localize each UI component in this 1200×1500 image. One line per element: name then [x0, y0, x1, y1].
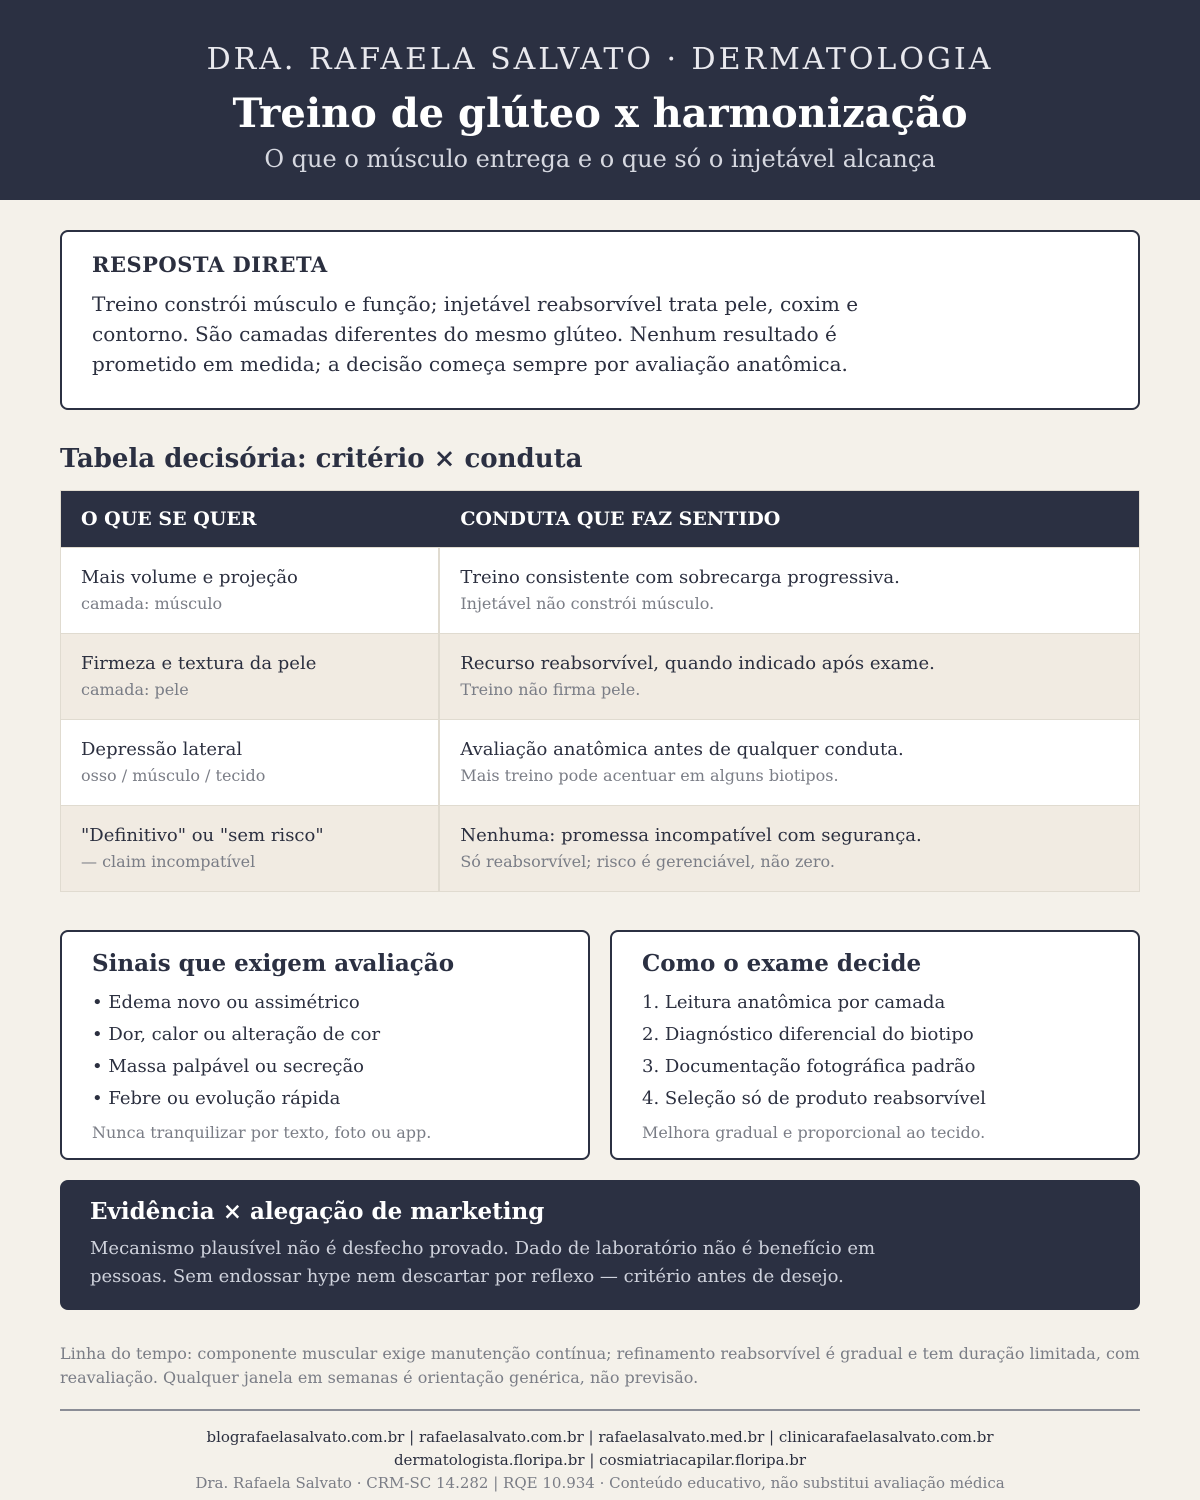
list-item: 2. Diagnóstico diferencial do biotipo: [642, 1024, 974, 1045]
list-item: • Edema novo ou assimétrico: [92, 992, 360, 1013]
action-text: Avaliação anatômica antes de qualquer conduta.: [460, 739, 904, 760]
direct-answer-box: [60, 230, 1140, 410]
direct-answer-text: Treino constrói músculo e função; injetável reabsorvível trata pele, coxim e contorno. São camadas diferentes do mesmo glúteo. Nenhum resultado é prometido em medida; a decisão começa sempre por avaliação anatômica.: [92, 292, 859, 376]
decision-table-title: Tabela decisória: critério × conduta: [60, 444, 583, 474]
want-subtext: osso / músculo / tecido: [81, 766, 266, 785]
table-cell-want: [61, 634, 440, 719]
table-header: [61, 491, 1139, 547]
page-title: Treino de glúteo x harmonização: [232, 90, 968, 137]
action-text: Treino consistente com sobrecarga progressiva.: [460, 567, 900, 588]
list-item: • Dor, calor ou alteração de cor: [92, 1024, 381, 1045]
warning-signs-title: Sinais que exigem avaliação: [92, 950, 455, 977]
want-text: Depressão lateral: [81, 739, 243, 760]
list-item: 3. Documentação fotográfica padrão: [642, 1056, 976, 1077]
table-row: [61, 547, 1139, 633]
footer-links: [0, 1426, 1200, 1472]
footer-links-line: blografaelasalvato.com.br | rafaelasalvato.com.br | rafaelasalvato.med.br | clinicarafaelasalvato.com.br: [206, 1428, 994, 1446]
action-subtext: Só reabsorvível; risco é gerenciável, não zero.: [460, 852, 835, 871]
table-cell-action: [440, 806, 1139, 891]
list-item: • Massa palpável ou secreção: [92, 1056, 365, 1077]
list-item: 1. Leitura anatômica por camada: [642, 992, 946, 1013]
table-row: [61, 633, 1139, 719]
want-text: "Definitivo" ou "sem risco": [81, 825, 324, 846]
list-item: 4. Seleção só de produto reabsorvível: [642, 1088, 986, 1109]
table-cell-action: [440, 548, 1139, 633]
want-text: Firmeza e textura da pele: [81, 653, 317, 674]
timeline-note: Linha do tempo: componente muscular exige manutenção contínua; refinamento reabsorvível é gradual e tem duração limitada, com reavaliação. Qualquer janela em semanas é orientação genérica, não previsão.: [60, 1344, 1140, 1387]
table-header-action: CONDUTA QUE FAZ SENTIDO: [460, 508, 781, 530]
evidence-box: [60, 1180, 1140, 1310]
table-cell-want: [61, 720, 440, 805]
exam-steps-note: Melhora gradual e proporcional ao tecido.: [642, 1123, 986, 1142]
list-item: • Febre ou evolução rápida: [92, 1088, 341, 1109]
footer-divider: [60, 1409, 1140, 1411]
want-subtext: camada: pele: [81, 680, 189, 699]
action-subtext: Mais treino pode acentuar em alguns biotipos.: [460, 766, 839, 785]
action-text: Nenhuma: promessa incompatível com segurança.: [460, 825, 922, 846]
table-header-want: O QUE SE QUER: [81, 508, 257, 530]
table-cell-action: [440, 634, 1139, 719]
table-cell-want: [61, 548, 440, 633]
decision-table: [60, 490, 1140, 892]
evidence-text: Mecanismo plausível não é desfecho provado. Dado de laboratório não é benefício em pessoas. Sem endossar hype nem descartar por reflexo — critério antes de desejo.: [90, 1238, 876, 1287]
footer-credits: Dra. Rafaela Salvato · CRM-SC 14.282 | RQE 10.934 · Conteúdo educativo, não substitui avaliação médica: [195, 1474, 1005, 1492]
direct-answer-heading: RESPOSTA DIRETA: [92, 252, 328, 277]
exam-steps-card: [610, 930, 1140, 1160]
evidence-title: Evidência × alegação de marketing: [90, 1198, 545, 1225]
page-subtitle: O que o músculo entrega e o que só o injetável alcança: [264, 145, 936, 173]
table-row: [61, 719, 1139, 805]
action-subtext: Injetável não constrói músculo.: [460, 594, 715, 613]
table-cell-action: [440, 720, 1139, 805]
exam-steps-title: Como o exame decide: [642, 950, 922, 977]
want-subtext: camada: músculo: [81, 594, 223, 613]
table-cell-want: [61, 806, 440, 891]
warning-signs-card: [60, 930, 590, 1160]
action-text: Recurso reabsorvível, quando indicado após exame.: [460, 653, 935, 674]
warning-signs-note: Nunca tranquilizar por texto, foto ou app.: [92, 1123, 432, 1142]
brand-name: DRA. RAFAELA SALVATO · DERMATOLOGIA: [206, 42, 994, 77]
page-header: [0, 0, 1200, 200]
footer-links-line: dermatologista.floripa.br | cosmiatriacapilar.floripa.br: [393, 1451, 807, 1469]
action-subtext: Treino não firma pele.: [460, 680, 641, 699]
table-row: [61, 805, 1139, 891]
want-subtext: — claim incompatível: [81, 852, 256, 871]
want-text: Mais volume e projeção: [81, 567, 298, 588]
